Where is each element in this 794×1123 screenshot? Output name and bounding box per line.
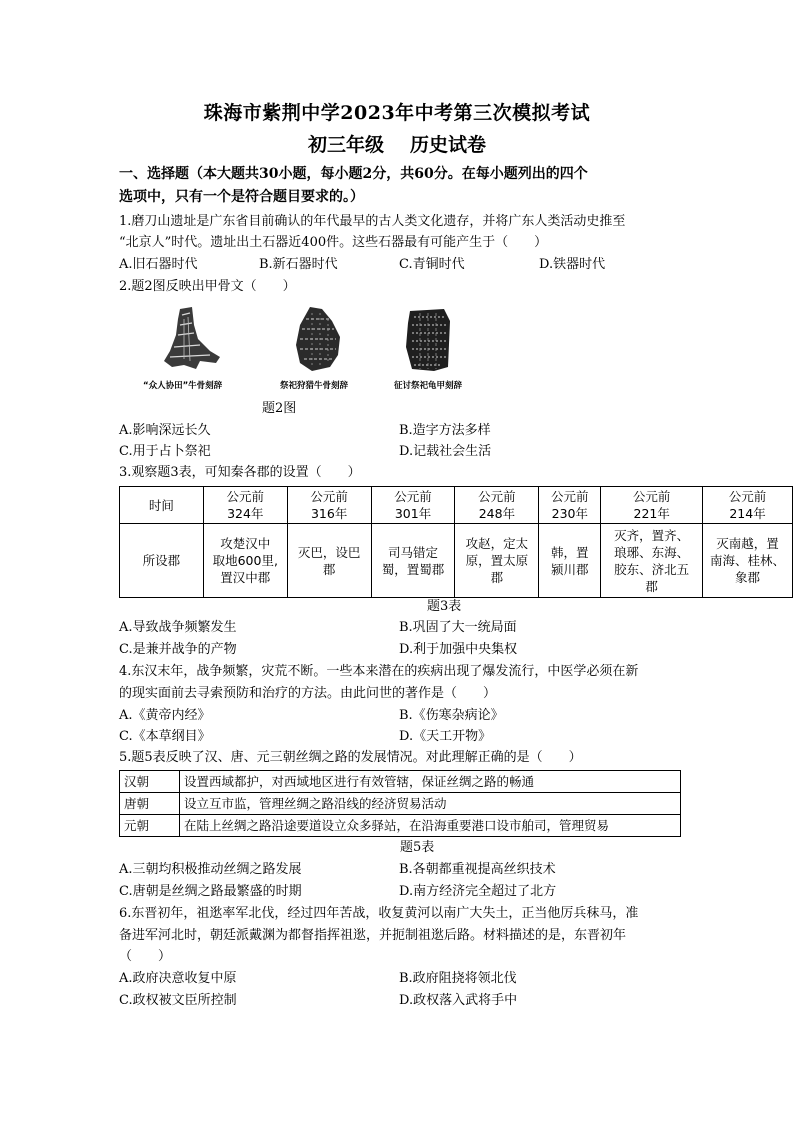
q1-option-c: C.青铜时代 xyxy=(399,257,465,272)
exam-subtitle xyxy=(0,130,794,157)
q1-option-a: A.旧石器时代 xyxy=(119,257,198,272)
q2-option-b: B.造字方法多样 xyxy=(399,423,491,438)
q2-option-d: D.记载社会生活 xyxy=(399,444,492,459)
commandery-cell: 攻赵，定太 原，置太原 郡 xyxy=(455,524,539,598)
commandery-cell: 韩，置 颍川郡 xyxy=(539,524,601,598)
ox-bone-inscription-image-1 xyxy=(160,305,222,373)
q1-option-d: D.铁器时代 xyxy=(539,257,606,272)
dynasty-cell: 元朝 xyxy=(120,815,180,837)
table-row-time xyxy=(120,487,793,524)
commandery-cell: 灭巴，设巴 郡 xyxy=(287,524,371,598)
q4-option-a: A.《黄帝内经》 xyxy=(119,708,211,723)
q5-option-a: A.三朝均积极推动丝绸之路发展 xyxy=(119,862,302,877)
table-row xyxy=(120,793,681,815)
row-header-commanderies: 所设郡 xyxy=(120,524,204,598)
q6-option-c: C.政权被文臣所控制 xyxy=(119,993,237,1008)
year-cell: 公元前 324年 xyxy=(203,487,287,524)
q4-option-c: C.《本草纲目》 xyxy=(119,729,211,744)
q5-table xyxy=(119,770,681,837)
q5-option-b: B.各朝都重视提高丝织技术 xyxy=(399,862,556,877)
commandery-cell: 司马错定 蜀，置蜀郡 xyxy=(371,524,455,598)
q3-option-a: A.导致战争频繁发生 xyxy=(119,620,237,635)
q6-option-b: B.政府阻挠将领北伐 xyxy=(399,971,517,986)
year-cell: 公元前 248年 xyxy=(455,487,539,524)
year-cell: 公元前 301年 xyxy=(371,487,455,524)
q3-stem: 3.观察题3表，可知秦各郡的设置（ ） xyxy=(119,465,361,480)
subject-label: 历史试卷 xyxy=(410,134,487,156)
q6-stem-line1: 6.东晋初年，祖逖率军北伐，经过四年苦战，收复黄河以南广大失土，正当他厉兵秣马，准 xyxy=(119,906,639,921)
section-heading-line2: 选项中，只有一个是符合题目要求的。） xyxy=(119,189,364,205)
q1-option-b: B.新石器时代 xyxy=(259,257,338,272)
description-cell: 在陆上丝绸之路沿途要道设立众多驿站，在沿海重要港口设市舶司，管理贸易 xyxy=(180,815,681,837)
table-3-caption: 题3表 xyxy=(427,599,462,614)
q6-option-d: D.政权落入武将手中 xyxy=(399,993,518,1008)
q3-option-c: C.是兼并战争的产物 xyxy=(119,642,237,657)
q3-option-b: B.巩固了大一统局面 xyxy=(399,620,517,635)
row-header-time: 时间 xyxy=(120,487,204,524)
table-row-commanderies xyxy=(120,524,793,598)
q2-stem: 2.题2图反映出甲骨文（ ） xyxy=(119,279,296,294)
table-row xyxy=(120,771,681,793)
year-cell: 公元前 316年 xyxy=(287,487,371,524)
exam-title: 珠海市紫荆中学2023年中考第三次模拟考试 xyxy=(203,102,591,124)
ox-bone-inscription-image-2 xyxy=(292,305,344,373)
image-caption-2: 祭祀狩猎牛骨刻辞 xyxy=(280,381,349,391)
q3-table xyxy=(119,486,793,598)
q6-option-a: A.政府决意收复中原 xyxy=(119,971,237,986)
turtle-shell-inscription-image xyxy=(404,307,452,373)
q1-stem-line1: 1.磨刀山遗址是广东省目前确认的年代最早的古人类文化遗存，并将广东人类活动史推至 xyxy=(119,214,626,229)
year-cell: 公元前 214年 xyxy=(703,487,793,524)
image-caption-3: 征讨祭祀龟甲刻辞 xyxy=(394,381,463,391)
section-heading-line1: 一、选择题（本大题共30小题，每小题2分，共60分。在每小题列出的四个 xyxy=(119,166,588,182)
q5-option-c: C.唐朝是丝绸之路最繁盛的时期 xyxy=(119,884,302,899)
table-row xyxy=(120,815,681,837)
description-cell: 设置西域都护，对西域地区进行有效管辖，保证丝绸之路的畅通 xyxy=(180,771,681,793)
q6-stem-line3: （ ） xyxy=(119,949,172,964)
q4-option-d: D.《天工开物》 xyxy=(399,729,492,744)
table-5-caption: 题5表 xyxy=(400,840,435,855)
dynasty-cell: 唐朝 xyxy=(120,793,180,815)
q4-stem-line2: 的现实面前去寻索预防和治疗的方法。由此问世的著作是（ ） xyxy=(119,686,497,701)
q2-option-c: C.用于占卜祭祀 xyxy=(119,444,211,459)
image-caption-1: “众人协田”牛骨刻辞 xyxy=(143,381,223,391)
q3-option-d: D.利于加强中央集权 xyxy=(399,642,518,657)
commandery-cell: 灭齐，置齐、 琅琊、东海、 胶东、济北五 郡 xyxy=(601,524,703,598)
year-cell: 公元前 230年 xyxy=(539,487,601,524)
q5-option-d: D.南方经济完全超过了北方 xyxy=(399,884,557,899)
grade-label: 初三年级 xyxy=(307,134,384,156)
q1-stem-line2: “北京人”时代。遗址出土石器近400件。这些石器最有可能产生于（ ） xyxy=(119,235,548,250)
q4-stem-line1: 4.东汉末年，战争频繁，灾荒不断。一些本来潜在的疾病出现了爆发流行，中医学必须在新 xyxy=(119,664,639,679)
description-cell: 设立互市监，管理丝绸之路沿线的经济贸易活动 xyxy=(180,793,681,815)
q2-option-a: A.影响深远长久 xyxy=(119,423,211,438)
q4-option-b: B.《伤寒杂病论》 xyxy=(399,708,504,723)
q5-stem: 5.题5表反映了汉、唐、元三朝丝绸之路的发展情况。对此理解正确的是（ ） xyxy=(119,750,582,765)
figure-2-caption: 题2图 xyxy=(262,401,297,416)
commandery-cell: 灭南越，置 南海、桂林、 象郡 xyxy=(703,524,793,598)
commandery-cell: 攻楚汉中 取地600里, 置汉中郡 xyxy=(203,524,287,598)
dynasty-cell: 汉朝 xyxy=(120,771,180,793)
year-cell: 公元前 221年 xyxy=(601,487,703,524)
q6-stem-line2: 备进军河北时，朝廷派戴渊为都督指挥祖逖，并扼制祖逖后路。材料描述的是，东晋初年 xyxy=(119,928,627,943)
